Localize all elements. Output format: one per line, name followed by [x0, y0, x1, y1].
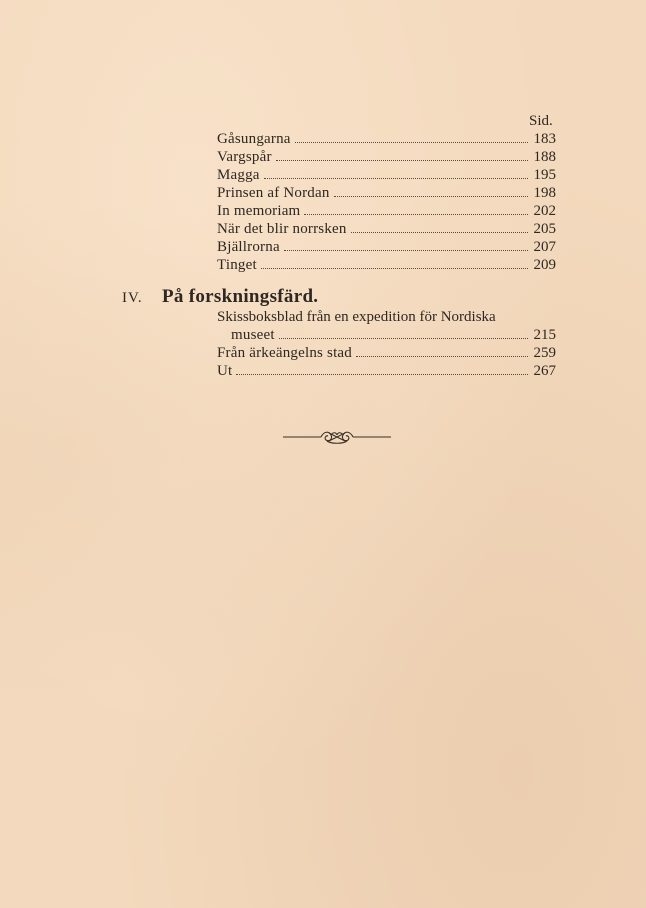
toc-entry-page: 215 [533, 327, 556, 343]
toc-entry-title: Gåsungarna [217, 131, 291, 147]
leader-dots [295, 141, 528, 143]
leader-dots [261, 267, 528, 269]
leader-dots [356, 355, 528, 357]
toc-entry-title: Prinsen af Nordan [217, 185, 330, 201]
toc-entry [217, 257, 556, 274]
toc-entry [217, 221, 556, 238]
toc-entry [217, 149, 556, 166]
section-heading [122, 286, 318, 308]
toc-entry-page: 259 [533, 345, 556, 361]
toc-entry [217, 131, 556, 148]
leader-dots [284, 249, 528, 251]
toc-entry-title: Bjällrorna [217, 239, 280, 255]
ornament-divider-icon [283, 428, 391, 446]
toc-entry-title: Vargspår [217, 149, 272, 165]
leader-dots [334, 195, 528, 197]
toc-entry-page: 198 [533, 185, 556, 201]
toc-entry-title: När det blir norrsken [217, 221, 347, 237]
toc-entry-title: museet [231, 327, 275, 343]
toc-entry-title: Från ärkeängelns stad [217, 345, 352, 361]
toc-entry-page: 195 [533, 167, 556, 183]
toc-entry-page: 202 [533, 203, 556, 219]
toc-entry-page: 267 [533, 363, 556, 379]
toc-entry [231, 327, 556, 344]
leader-dots [279, 337, 528, 339]
toc-entry [217, 167, 556, 184]
toc-entry-page: 183 [533, 131, 556, 147]
toc-entry-page: 188 [533, 149, 556, 165]
toc-entry-first-line: Skissboksblad från en expedition för Nordiska [217, 309, 496, 325]
toc-entry-title: Magga [217, 167, 260, 183]
toc-entry-title: In memoriam [217, 203, 301, 219]
page-column-header: Sid. [529, 113, 553, 129]
leader-dots [351, 231, 528, 233]
section-title: På forskningsfärd. [162, 286, 319, 307]
toc-entry [217, 239, 556, 256]
section-numeral: IV. [122, 290, 143, 306]
toc-entry [217, 185, 556, 202]
toc-entry-title: Ut [217, 363, 233, 379]
leader-dots [304, 213, 528, 215]
leader-dots [236, 373, 528, 375]
toc-entry [217, 203, 556, 220]
toc-entry-page: 209 [533, 257, 556, 273]
toc-entry [217, 345, 556, 362]
toc-entry-title: Tinget [217, 257, 257, 273]
toc-entry [217, 363, 556, 380]
toc-entry-page: 205 [533, 221, 556, 237]
leader-dots [276, 159, 528, 161]
toc-entry-page: 207 [533, 239, 556, 255]
leader-dots [264, 177, 528, 179]
